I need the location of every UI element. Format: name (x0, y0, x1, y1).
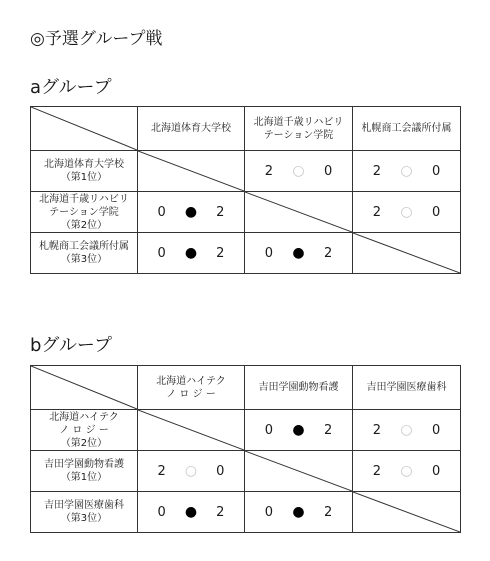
page-title: ◎予選グループ戦 (30, 29, 163, 49)
score-right: 2 (216, 245, 225, 261)
team-name-line: 北海道千歳リハビリ (39, 193, 129, 205)
column-header-line: 札幌商工会議所付属 (361, 123, 452, 134)
score-right: 0 (432, 463, 441, 479)
group-title-a: aグループ (30, 77, 112, 98)
table-row (31, 410, 461, 451)
rank-label: （第3位） (60, 513, 108, 524)
score-left: 2 (372, 422, 381, 438)
table-row (31, 492, 461, 533)
score-left: 2 (372, 463, 381, 479)
self-match-cell (138, 151, 245, 192)
column-header (138, 366, 245, 410)
result-cell (353, 410, 461, 451)
win-circle-icon: ○ (292, 162, 305, 179)
rank-label: （第1位） (60, 472, 108, 483)
diagonal-line (138, 151, 244, 191)
self-match-cell (138, 410, 245, 451)
self-match-cell (353, 233, 461, 274)
row-header (31, 151, 138, 192)
diagonal-line (353, 492, 460, 532)
rank-label: （第3位） (60, 254, 108, 265)
team-name-line: 札幌商工会議所付属 (39, 241, 129, 252)
result-cell (138, 492, 245, 533)
score-left: 0 (157, 504, 166, 520)
result-cell (245, 233, 353, 274)
team-name-line: テーション学院 (49, 206, 119, 218)
score-right: 0 (432, 422, 441, 438)
score-left: 0 (157, 245, 166, 261)
score-right: 2 (216, 204, 225, 220)
score-right: 0 (324, 163, 333, 179)
self-match-cell (245, 192, 353, 233)
table-row (31, 192, 461, 233)
score-left: 2 (264, 163, 273, 179)
row-header (31, 451, 138, 492)
result-cell (245, 151, 353, 192)
corner-cell (31, 107, 138, 151)
score-left: 0 (264, 504, 273, 520)
score-right: 0 (432, 163, 441, 179)
group-b-table (30, 365, 461, 533)
win-circle-icon: ○ (400, 162, 413, 179)
team-name-line: 北海道体育大学校 (44, 159, 124, 170)
loss-dot-icon: ● (184, 503, 198, 520)
score-left: 2 (372, 163, 381, 179)
column-header-line: 吉田学園医療歯科 (366, 382, 447, 393)
column-header-line: 吉田学園動物看護 (258, 382, 339, 393)
score-left: 2 (157, 463, 166, 479)
diagonal-line (31, 107, 137, 150)
table-row (31, 451, 461, 492)
result-cell (138, 451, 245, 492)
result-cell (138, 192, 245, 233)
rank-label: （第2位） (60, 219, 108, 231)
column-header (353, 366, 461, 410)
win-circle-icon: ○ (400, 421, 413, 438)
rank-label: （第1位） (60, 172, 108, 183)
score-right: 2 (324, 245, 333, 261)
diagonal-line (138, 410, 244, 450)
result-cell (245, 492, 353, 533)
score-right: 0 (432, 204, 441, 220)
team-name-line: 吉田学園動物看護 (44, 459, 124, 470)
score-right: 0 (216, 463, 225, 479)
group-a-table (30, 106, 461, 274)
column-header (245, 107, 353, 151)
result-cell (353, 451, 461, 492)
win-circle-icon: ○ (400, 203, 413, 220)
diagonal-line (31, 366, 137, 409)
score-right: 2 (324, 504, 333, 520)
self-match-cell (353, 492, 461, 533)
team-name-line: ノ ロ ジ ー (59, 424, 109, 436)
column-header (353, 107, 461, 151)
score-right: 2 (216, 504, 225, 520)
row-header (31, 233, 138, 274)
table-row (31, 233, 461, 274)
column-header-line: 北海道体育大学校 (151, 123, 231, 134)
rank-label: （第2位） (60, 437, 108, 449)
row-header (31, 492, 138, 533)
result-cell (353, 192, 461, 233)
row-header (31, 192, 138, 233)
result-cell (245, 410, 353, 451)
column-header (138, 107, 245, 151)
team-name-line: 北海道ハイテク (49, 411, 119, 423)
loss-dot-icon: ● (292, 421, 305, 438)
result-cell (138, 233, 245, 274)
result-cell (353, 151, 461, 192)
score-left: 0 (264, 422, 273, 438)
win-circle-icon: ○ (400, 462, 413, 479)
table-row (31, 151, 461, 192)
column-header-line: テーション学院 (263, 129, 334, 141)
score-left: 0 (157, 204, 166, 220)
loss-dot-icon: ● (292, 503, 305, 520)
group-title-b: bグループ (30, 335, 112, 356)
score-left: 2 (372, 204, 381, 220)
column-header-line: 北海道千歳リハビリ (253, 116, 344, 128)
score-right: 2 (324, 422, 333, 438)
column-header-line: 北海道ハイテク (156, 375, 226, 387)
column-header-line: ノ ロ ジ ー (166, 388, 216, 400)
diagonal-line (353, 233, 460, 273)
loss-dot-icon: ● (184, 203, 198, 220)
score-left: 0 (264, 245, 273, 261)
corner-cell (31, 366, 138, 410)
diagonal-line (245, 192, 352, 232)
loss-dot-icon: ● (184, 244, 198, 261)
team-name-line: 吉田学園医療歯科 (44, 500, 124, 511)
win-circle-icon: ○ (184, 462, 198, 479)
loss-dot-icon: ● (292, 244, 305, 261)
column-header (245, 366, 353, 410)
self-match-cell (245, 451, 353, 492)
diagonal-line (245, 451, 352, 491)
row-header (31, 410, 138, 451)
